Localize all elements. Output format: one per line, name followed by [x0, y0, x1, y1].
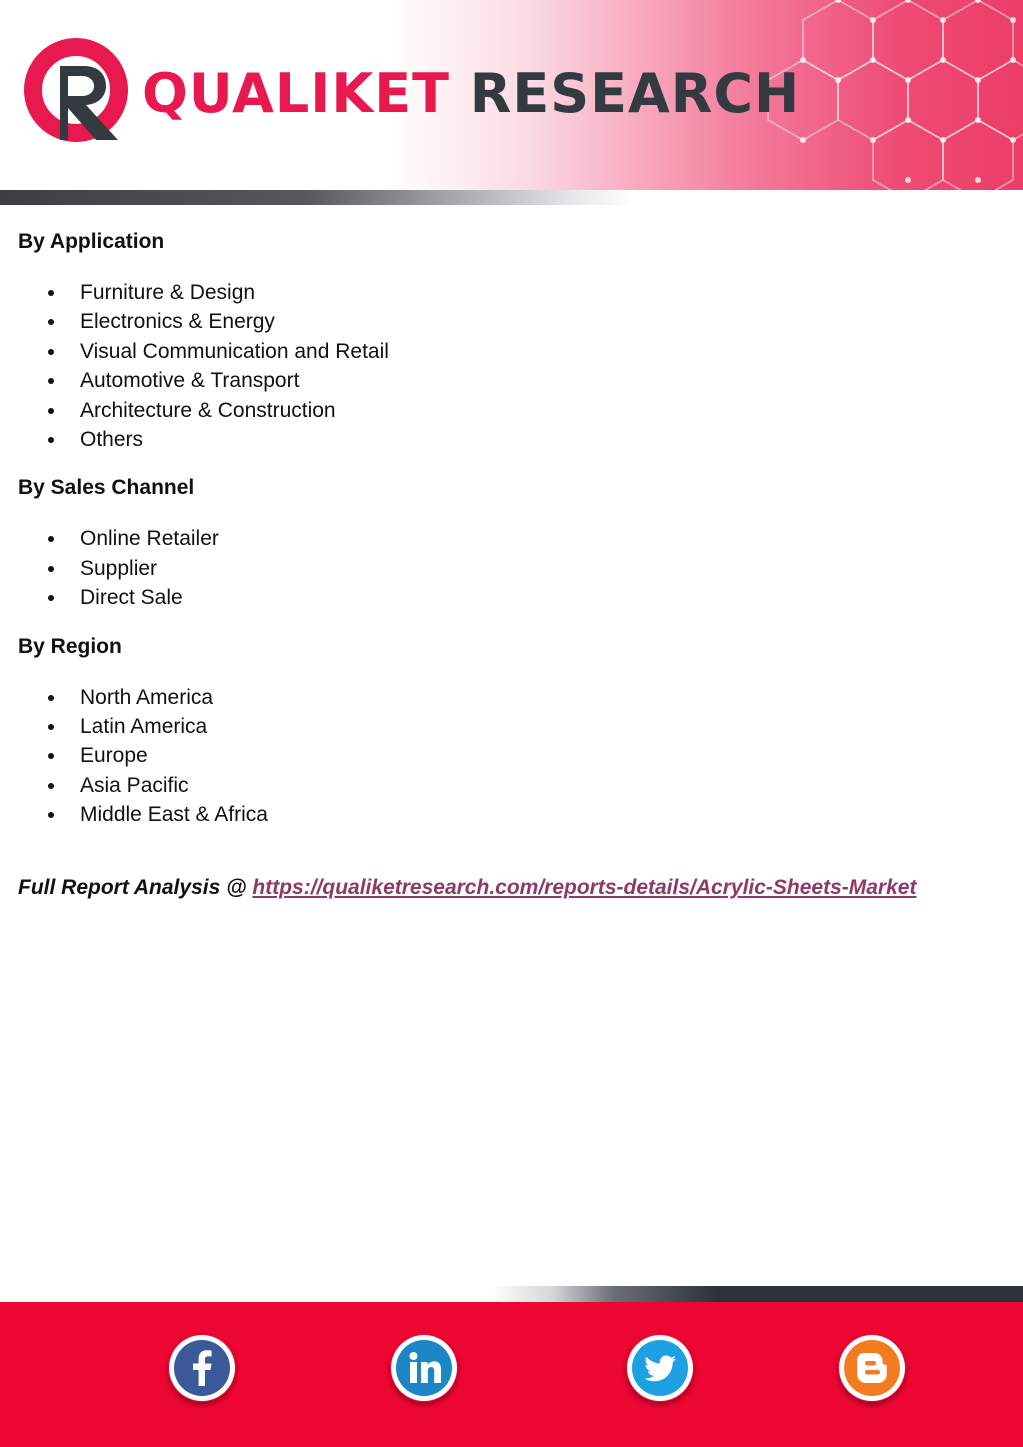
- section-by-region: [18, 629, 1008, 830]
- blogger-icon[interactable]: [838, 1334, 906, 1402]
- list-item: Architecture & Construction: [18, 396, 1008, 425]
- list-item: Middle East & Africa: [18, 800, 1008, 829]
- list-item: Furniture & Design: [18, 278, 1008, 307]
- brand-name: [142, 58, 800, 130]
- qr-logo-icon: [22, 36, 134, 148]
- list-item: Direct Sale: [18, 583, 1008, 612]
- facebook-icon[interactable]: [168, 1334, 236, 1402]
- twitter-icon[interactable]: [626, 1334, 694, 1402]
- full-report-line: [18, 870, 1008, 906]
- page-footer: [0, 1302, 1023, 1447]
- bullet-list: [18, 683, 1008, 830]
- list-item: Supplier: [18, 554, 1008, 583]
- bullet-list: [18, 524, 1008, 612]
- list-item: Others: [18, 425, 1008, 454]
- list-item: North America: [18, 683, 1008, 712]
- page-header: [0, 0, 1023, 190]
- list-item: Latin America: [18, 712, 1008, 741]
- main-content: [18, 224, 1008, 906]
- list-item: Electronics & Energy: [18, 307, 1008, 336]
- footer-divider-bar: [0, 1286, 1023, 1302]
- bullet-list: [18, 278, 1008, 454]
- list-item: Asia Pacific: [18, 771, 1008, 800]
- section-title: By Region: [18, 634, 122, 658]
- list-item: Online Retailer: [18, 524, 1008, 553]
- full-report-label: Full Report Analysis @: [18, 875, 253, 899]
- header-divider-bar: [0, 190, 1023, 205]
- full-report-link[interactable]: https://qualiketresearch.com/reports-details/Acrylic-Sheets-Market: [252, 875, 917, 899]
- brand-name-part1: QUALIKET: [142, 62, 450, 125]
- section-by-sales-channel: [18, 470, 1008, 612]
- list-item: Europe: [18, 741, 1008, 770]
- section-title: By Sales Channel: [18, 476, 195, 500]
- list-item: Automotive & Transport: [18, 366, 1008, 395]
- list-item: Visual Communication and Retail: [18, 337, 1008, 366]
- linkedin-icon[interactable]: [390, 1334, 458, 1402]
- section-by-application: [18, 224, 1008, 454]
- section-title: By Application: [18, 230, 165, 253]
- brand-name-part2: RESEARCH: [469, 62, 801, 125]
